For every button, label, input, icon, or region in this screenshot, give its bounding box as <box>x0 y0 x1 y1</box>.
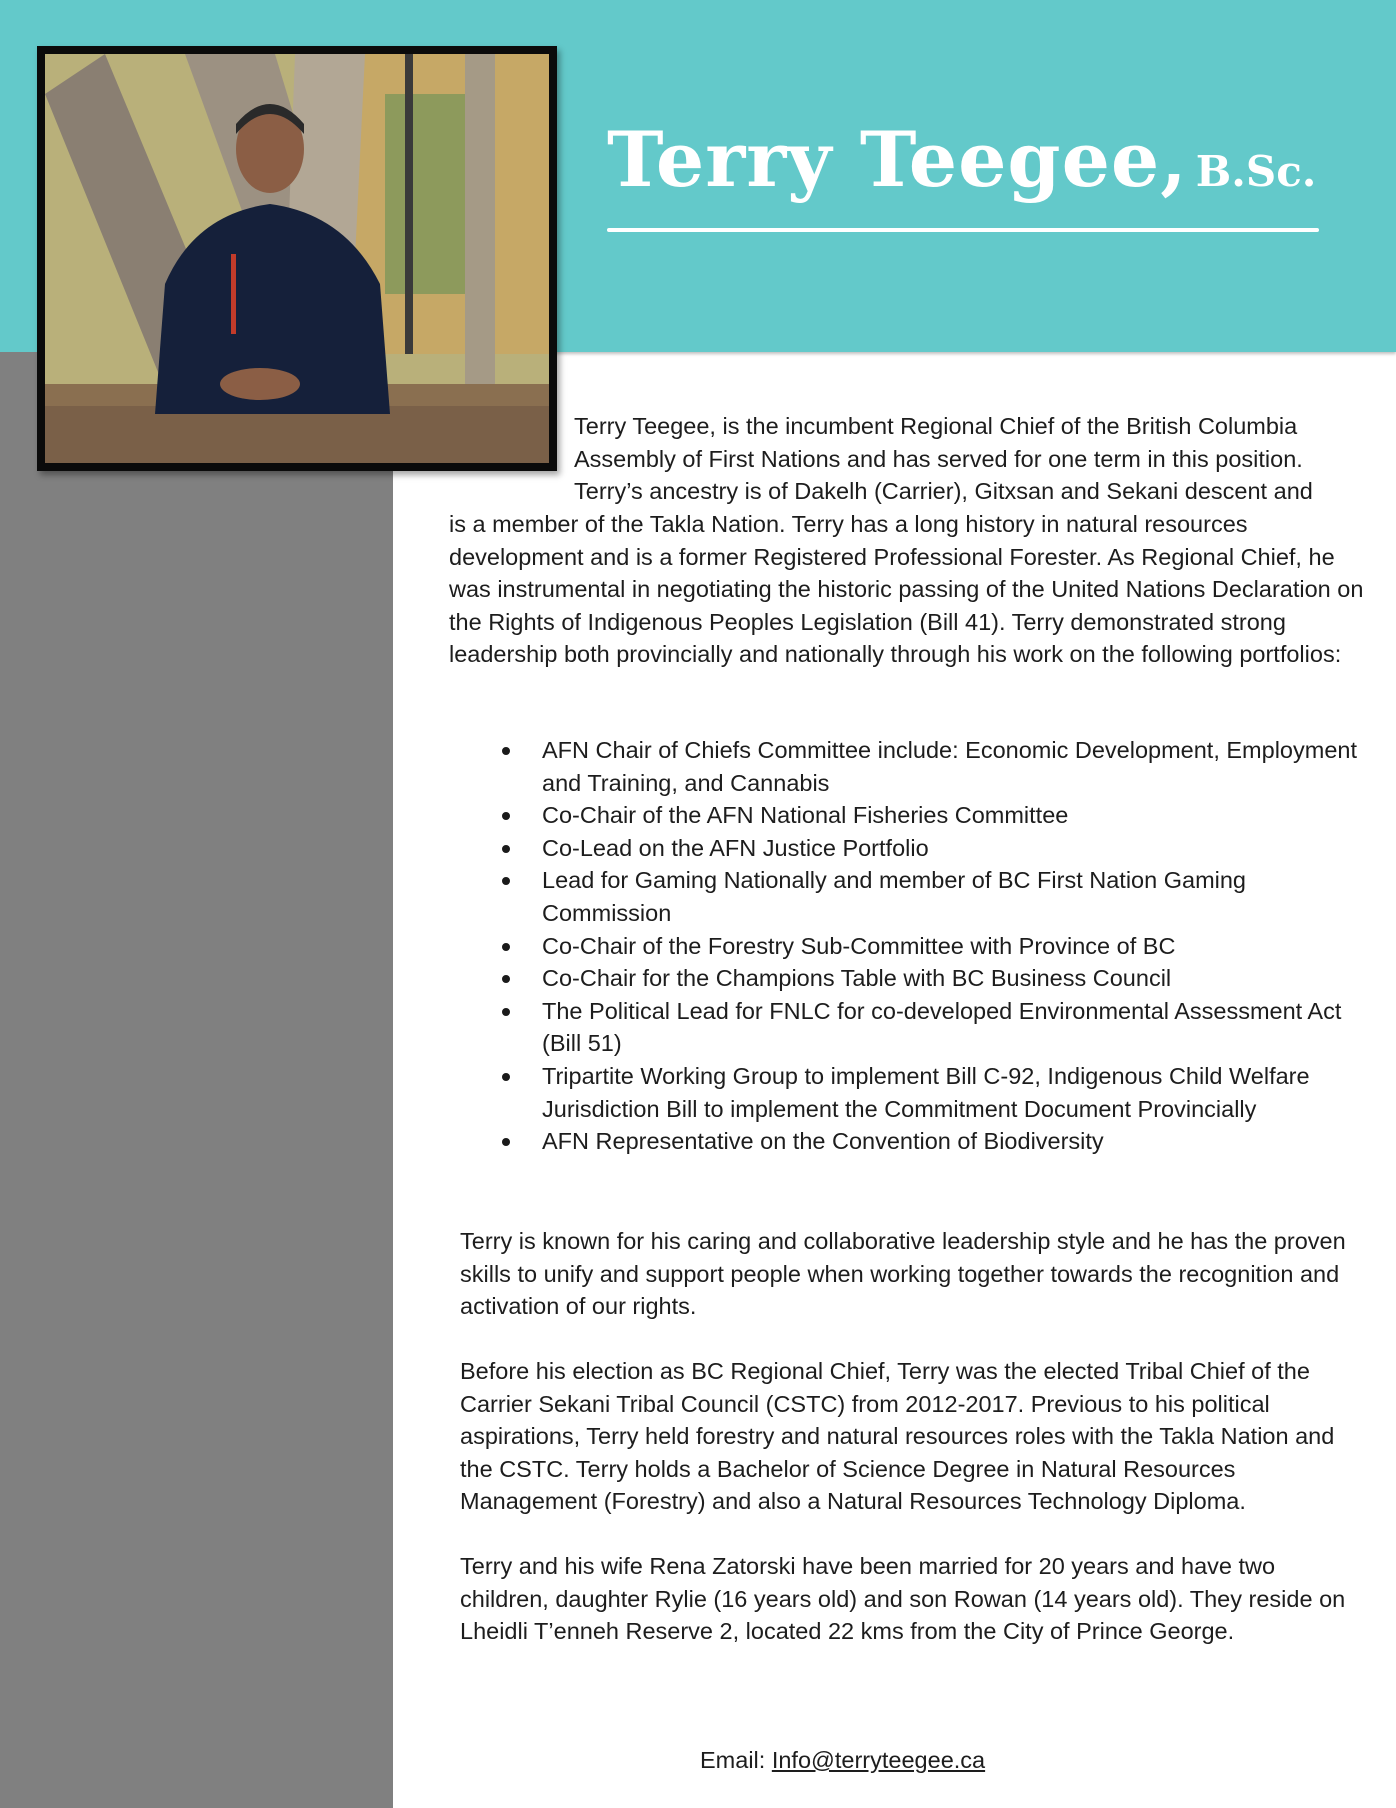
email-label: Email: <box>700 1747 766 1773</box>
intro-line-2: Assembly of First Nations and has served for one term in this position. <box>574 445 1303 472</box>
portrait-photo <box>45 54 549 463</box>
email-link[interactable]: Info@terryteegee.ca <box>771 1747 986 1773</box>
intro-wrapped-lines <box>574 410 1364 508</box>
intro-line-3: Terry’s ancestry is of Dakelh (Carrier), Gitxsan and Sekani descent and <box>574 478 1313 505</box>
title-name: Terry Teegee, <box>607 115 1188 204</box>
list-item: Co-Chair of the AFN National Fisheries Committee <box>502 799 1362 832</box>
portrait-illustration <box>45 54 549 463</box>
title-underline <box>607 228 1319 232</box>
list-item: Co-Lead on the AFN Justice Portfolio <box>502 832 1362 865</box>
list-item: Co-Chair of the Forestry Sub-Committee with Province of BC <box>502 930 1362 963</box>
list-item: AFN Representative on the Convention of Biodiversity <box>502 1125 1362 1158</box>
intro-line-1: Terry Teegee, is the incumbent Regional Chief of the British Columbia <box>574 413 1298 439</box>
career-paragraph: Before his election as BC Regional Chief, Terry was the elected Tribal Chief of the Carrier Sekani Tribal Council (CSTC) from 2012-2017. Previous to his political aspirations, Terry held forestry and natural resources roles with the Takla Nation and the CSTC. Terry holds a Bachelor of Science Degree in Natural Resources Management (Forestry) and also a Natural Resources Technology Diploma. <box>460 1358 1335 1515</box>
title-credential: B.Sc. <box>1195 147 1317 196</box>
portrait-photo-frame <box>37 46 557 471</box>
list-item: The Political Lead for FNLC for co-developed Environmental Assessment Act (Bill 51) <box>502 995 1362 1060</box>
list-item: Lead for Gaming Nationally and member of BC First Nation Gaming Commission <box>502 864 1362 929</box>
intro-rest: is a member of the Takla Nation. Terry has a long history in natural resources development and is a former Registered Professional Forester. As Regional Chief, he was instrumental in negotiating the historic passing of the United Nations Declaration on the Rights of Indigenous Peoples Legislation (Bill 41). Terry demonstrated strong leadership both provincially and nationally through his work on the following portfolios: <box>449 511 1364 668</box>
portfolio-list <box>502 734 1362 1158</box>
intro-paragraph <box>449 508 1369 671</box>
side-band <box>0 352 393 1808</box>
list-item: Co-Chair for the Champions Table with BC Business Council <box>502 962 1362 995</box>
list-item: AFN Chair of Chiefs Committee include: Economic Development, Employment and Training, and Cannabis <box>502 734 1362 799</box>
title-block <box>607 115 1322 242</box>
leadership-paragraph: Terry is known for his caring and collaborative leadership style and he has the proven skills to unify and support people when working together towards the recognition and activation of our rights. <box>460 1228 1346 1320</box>
page-title <box>607 115 1322 204</box>
contact-line <box>700 1744 985 1777</box>
list-item: Tripartite Working Group to implement Bill C-92, Indigenous Child Welfare Jurisdiction Bill to implement the Commitment Document Provincially <box>502 1060 1362 1125</box>
family-paragraph: Terry and his wife Rena Zatorski have been married for 20 years and have two children, daughter Rylie (16 years old) and son Rowan (14 years old). They reside on Lheidli T’enneh Reserve 2, located 22 kms from the City of Prince George. <box>460 1553 1346 1645</box>
